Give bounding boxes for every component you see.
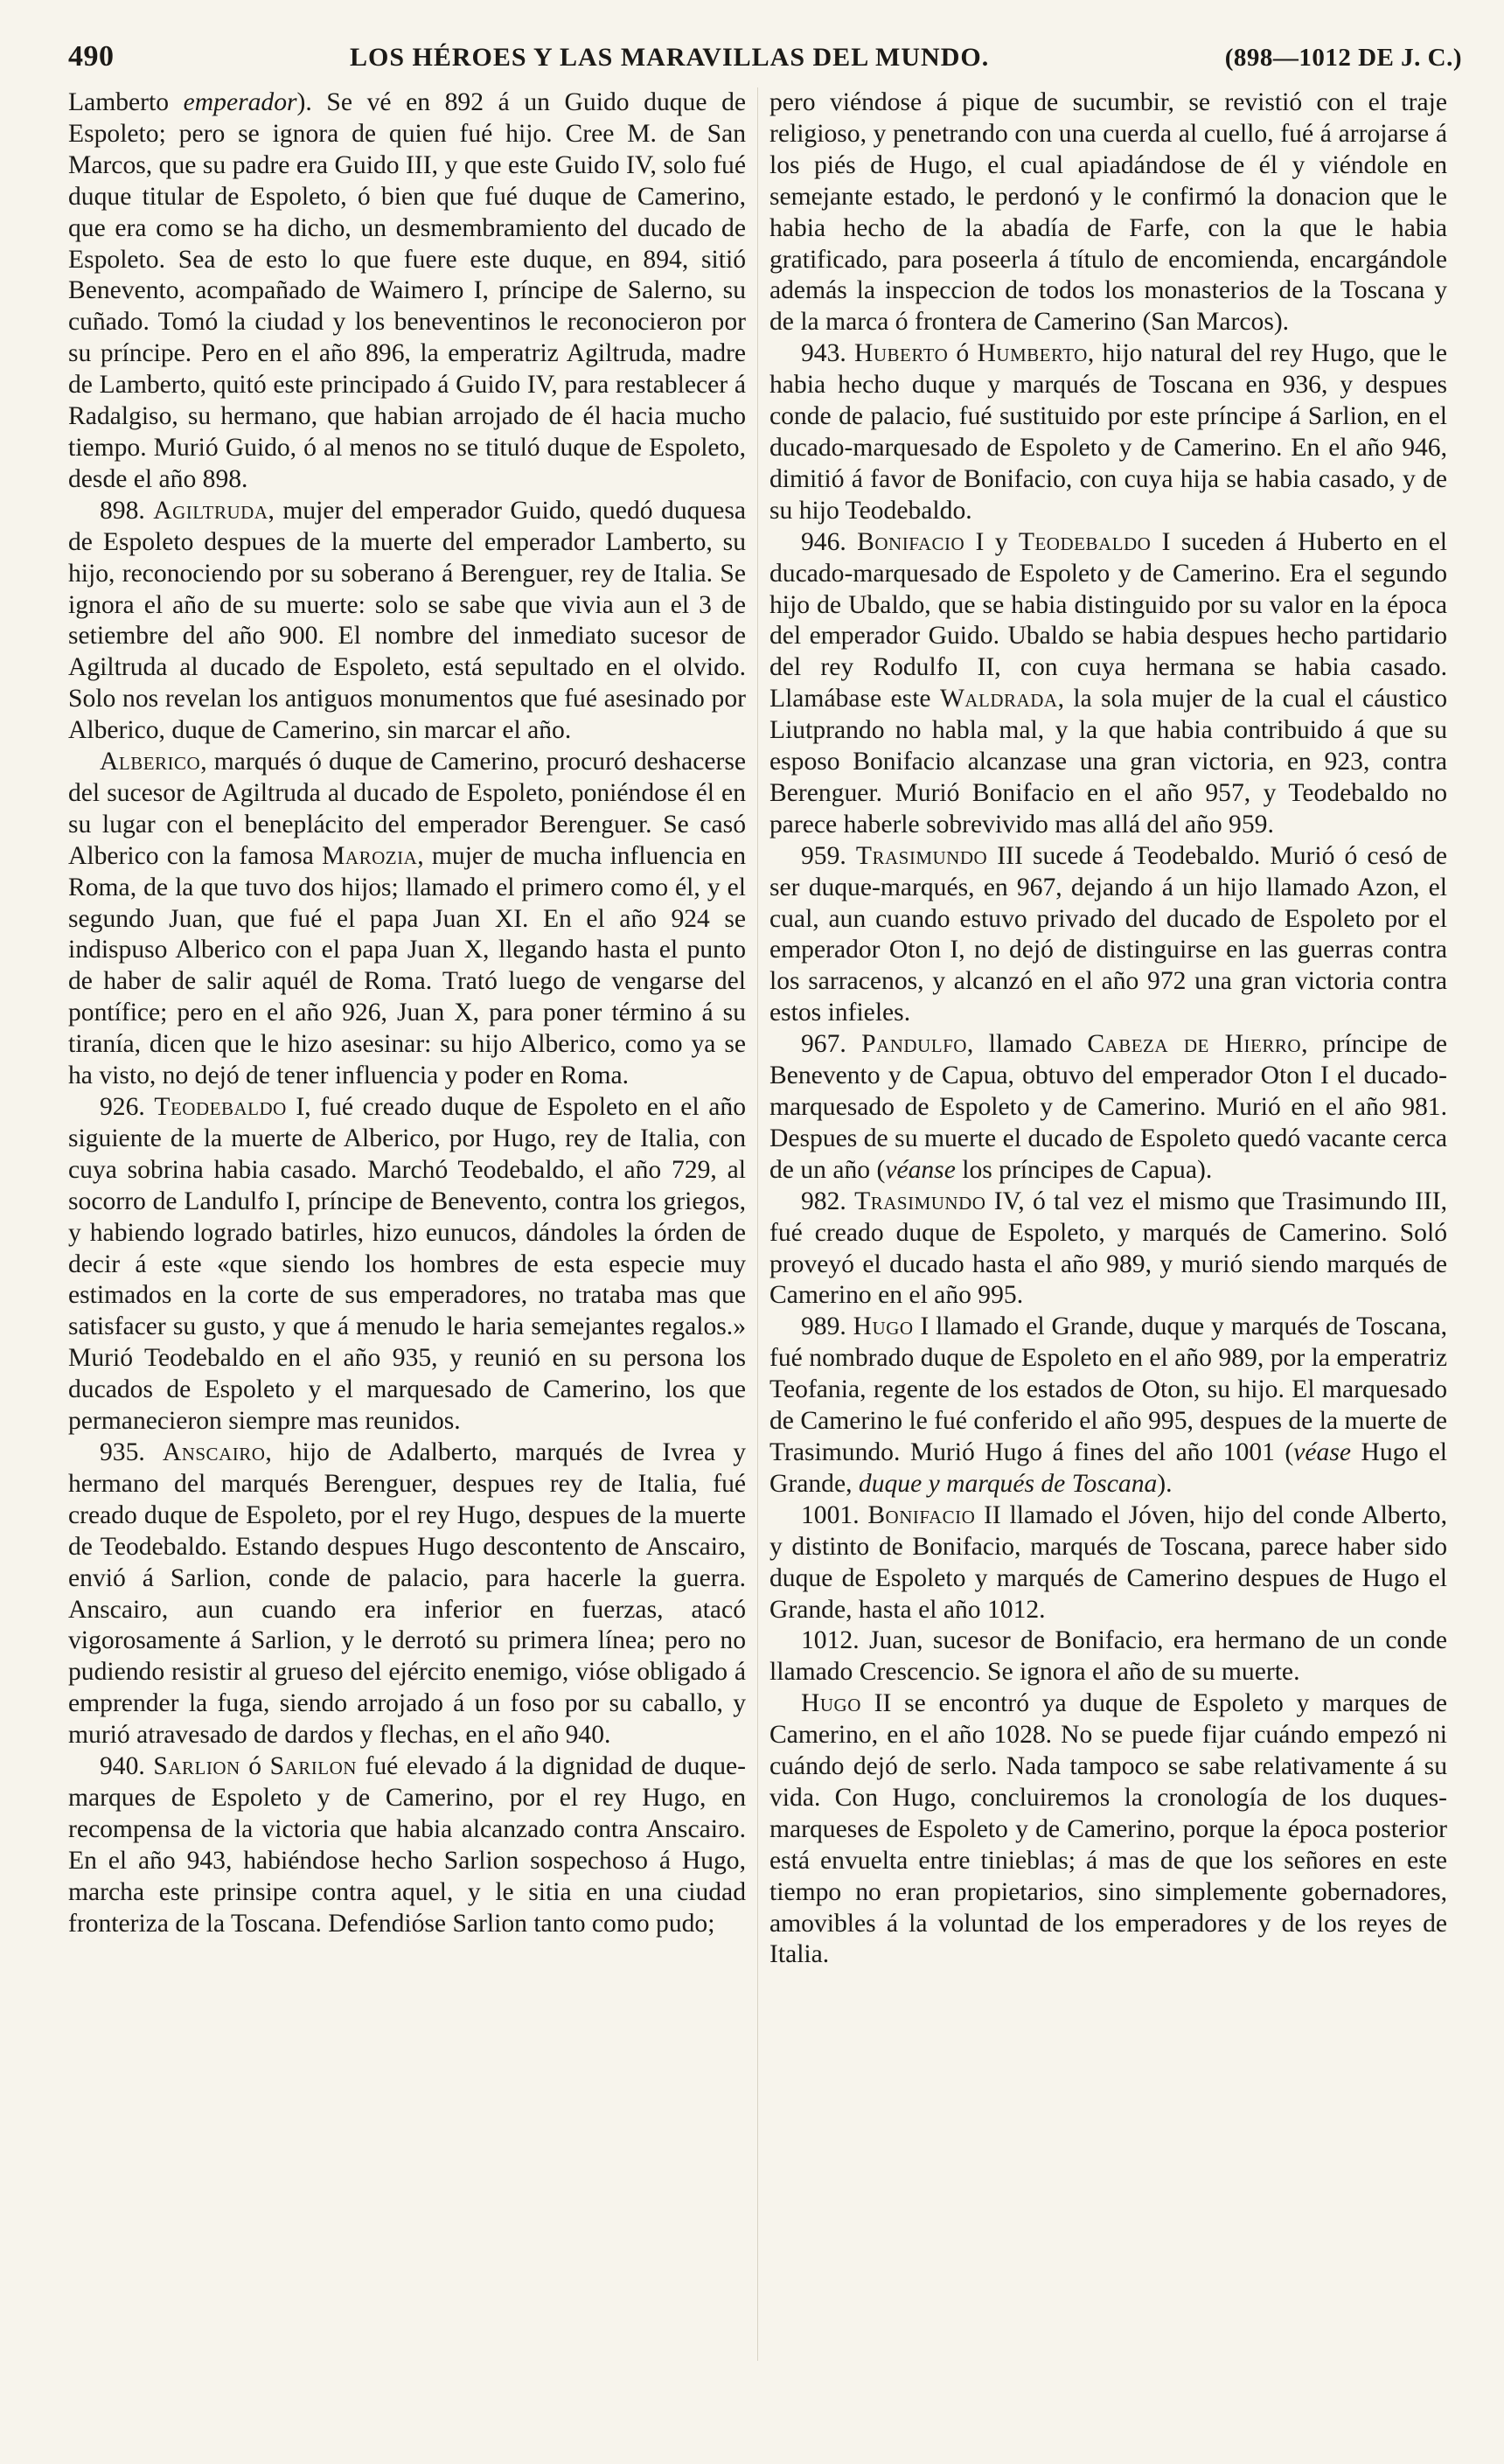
entry-name: Anscairo (162, 1437, 266, 1466)
entry-name: Hugo (801, 1689, 861, 1718)
entry-name: Teodebaldo (154, 1093, 287, 1121)
paragraph-sarlion-cont: pero viéndose á pique de sucumbir, se revistió con el traje religioso, y penetrando con una cuerda al cuello, fué á arrojarse á los piés de Hugo, el cual apiadándose de él y viéndole en semejante estado, le perdonó y le confirmó la donacion que le habia hecho de la abadía de Farfe, con la que le habia gratificado, para poseerla á título de encomienda, encargándole además la inspeccion de todos los monasterios de la Toscana y de la marca ó frontera de Camerino (San Marcos). (769, 88, 1447, 337)
entry-agiltruda: 898. Agiltruda, mujer del emperador Guido, quedó duquesa de Espoleto despues de la muerte del emperador Lamberto, su hijo, reconociendo por su soberano á Berenguer, rey de Italia. Se ignora el año de su muerte: solo se sabe que vivia aun el 3 de setiembre del año 900. El nombre del inmediato sucesor de Agiltruda al ducado de Espoleto, está sepultado en el olvido. Solo nos revelan los antiguos monumentos que fué asesinado por Alberico, duque de Camerino, sin marcar el año. (68, 496, 746, 745)
entry-huberto: 943. Huberto ó Humberto, hijo natural del rey Hugo, que le habia hecho duque y marqués de Toscana en 936, y despues conde de palacio, fué sustituido por este príncipe á Sarlion, en el ducado-marquesado de Espoleto y de Camerino. En el año 946, dimitió á favor de Bonifacio, con cuya hija se habia casado, y de su hijo Teodebaldo. (769, 339, 1448, 525)
entry-name: Alberico (100, 748, 201, 776)
entry-anscairo: 935. Anscairo, hijo de Adalberto, marqués de Ivrea y hermano del marqués Berenguer, despues rey de Italia, fué creado duque de Espoleto, por el rey Hugo, despues de la muerte de Teodebaldo. Estando despues Hugo descontento de Anscairo, envió á Sarlion, conde de palacio, para hacerle la guerra. Anscairo, aun cuando era inferior en fuerzas, atacó vigorosamente á Sarlion, y le derrotó su primera línea; pero no pudiendo resistir al grueso del ejército enemigo, vióse obligado á emprender la fuga, siendo arrojado á un foso por su caballo, y murió atravesado de dardos y flechas, en el año 940. (68, 1437, 747, 1750)
entry-juan: 1012. Juan, sucesor de Bonifacio, era hermano de un conde llamado Crescencio. Se ignora el año de su muerte. (769, 1626, 1447, 1687)
column-divider (757, 87, 758, 2361)
entry-bonifacio-i: 946. Bonifacio I y Teodebaldo I suceden á Huberto en el ducado-marquesado de Espoleto y de Camerino. Era el segundo hijo de Ubaldo, que se habia distinguido por su valor en la época del emperador Guido. Ubaldo se habia despues hecho partidario del rey Rodulfo II, con cuya hermana se habia casado. Llamábase este Waldrada, la sola mujer de la cual el cáustico Liutprando no habla mal, y la que habia contribuido á que su esposo Bonifacio alcanzase una gran victoria, en 923, contra Berenguer. Murió Bonifacio en el año 957, y Teodebaldo no parece haberle sobrevivido mas allá del año 959. (769, 527, 1447, 839)
running-title: LOS HÉROES Y LAS MARAVILLAS DEL MUNDO. (350, 43, 990, 72)
entry-hugo-i: 989. Hugo I llamado el Grande, duque y marqués de Toscana, fué nombrado duque de Espoleto en el año 989, por la emperatriz Teofania, regente de los estados de Oton, su hijo. El marquesado de Camerino le fué conferido el año 995, despues de la muerte de Trasimundo. Murió Hugo á fines del año 1001 (véase Hugo el Grande, duque y marqués de Toscana). (769, 1312, 1448, 1498)
entry-name: Pandulfo (861, 1030, 967, 1059)
entry-name: Bonifacio (857, 527, 965, 556)
entry-trasimundo-iv: 982. Trasimundo IV, ó tal vez el mismo que Trasimundo III, fué creado duque de Espoleto, y marqués de Camerino. Soló proveyó el ducado hasta el año 989, y murió siendo marqués de Camerino en el año 995. (769, 1187, 1447, 1310)
entry-name: Hugo (853, 1312, 914, 1341)
entry-trasimundo-iii: 959. Trasimundo III sucede á Teodebaldo. Murió ó cesó de ser duque-marqués, en 967, dejando á un hijo llamado Azon, el cual, aun cuando estuvo privado del ducado de Espoleto por el emperador Oton I, no dejó de distinguirse en las guerras contra los sarracenos, y alcanzó en el año 972 una gran victoria contra estos infieles. (769, 841, 1448, 1027)
page-number: 490 (68, 40, 115, 73)
entry-name: Sarlion (153, 1752, 240, 1781)
entry-name: Trasimundo (854, 1187, 986, 1215)
entry-bonifacio-ii: 1001. Bonifacio II llamado el Jóven, hijo del conde Alberto, y distinto de Bonifacio, marqués de Toscana, parece haber sido duque de Espoleto y marqués de Camerino despues de Hugo el Grande, hasta el año 1012. (769, 1500, 1447, 1624)
left-column (68, 87, 746, 2413)
date-range: (898—1012 DE J. C.) (1224, 44, 1462, 72)
entry-name: Agiltruda (153, 496, 268, 525)
entry-name: Trasimundo (855, 841, 988, 870)
entry-hugo-ii: Hugo II se encontró ya duque de Espoleto y marques de Camerino, en el año 1028. No se puede fijar cuándo empezó ni cuándo dejó de serlo. Nada tampoco se sabe relativamente á su vida. Con Hugo, concluiremos la cronología de los duques-marqueses de Espoleto y de Camerino, porque la época posterior está envuelta entre tinieblas; á mas de que los señores en este tiempo no eran propietarios, sino simplemente gobernadores, amovibles á la voluntad de los emperadores y de los reyes de Italia. (769, 1689, 1447, 1969)
entry-name: Bonifacio (867, 1500, 976, 1529)
entry-alberico: Alberico, marqués ó duque de Camerino, procuró deshacerse del sucesor de Agiltruda al ducado de Espoleto, poniéndose él en su lugar con el beneplácito del emperador Berenguer. Se casó Alberico con la famosa Marozia, mujer de mucha influencia en Roma, de la que tuvo dos hijos; llamado el primero como él, y el segundo Juan, que fué el papa Juan XI. En el año 924 se indispuso Alberico con el papa Juan X, llegando hasta el punto de haber de salir aquél de Roma. Trató luego de vengarse del pontífice; pero en el año 926, Juan X, para poner término á su tiranía, dicen que le hizo asesinar: su hijo Alberico, como ya se ha visto, no dejó de tener influencia y poder en Roma. (68, 748, 746, 1090)
running-header (68, 40, 1462, 80)
entry-teodebaldo: 926. Teodebaldo I, fué creado duque de Espoleto en el año siguiente de la muerte de Alberico, por Hugo, rey de Italia, con cuya sobrina habia casado. Marchó Teodebaldo, el año 729, al socorro de Landulfo I, príncipe de Benevento, contra los griegos, y habiendo logrado batirles, hizo eunucos, dándoles la órden de decir á este «que siendo los hombres de esta especie muy estimados en la corte de sus emperadores, no trataba mas que satisfacer su gusto, y que á menudo le haria semejantes regalos.» Murió Teodebaldo en el año 935, y reunió en su persona los ducados de Espoleto y el marquesado de Camerino, los que permanecieron siempre mas reunidos. (68, 1093, 746, 1436)
paragraph-lamberto: Lamberto emperador). Se vé en 892 á un Guido duque de Espoleto; pero se ignora de quien fué hijo. Cree M. de San Marcos, que su padre era Guido III, y que este Guido IV, solo fué duque titular de Espoleto, ó bien que fué duque de Camerino, que era como se ha dicho, un desmembramiento del ducado de Espoleto. Sea de esto lo que fuere este duque, en 894, sitió Benevento, acompañado de Waimero I, príncipe de Salerno, su cuñado. Tomó la ciudad y los beneventinos le reconocieron por su príncipe. Pero en el año 896, la emperatriz Agiltruda, madre de Lamberto, quitó este principado á Guido IV, para restablecer á Radalgiso, su hermano, que habian arrojado de él hacia mucho tiempo. Murió Guido, ó al menos no se tituló duque de Espoleto, desde el año 898. (68, 88, 746, 493)
right-column (769, 87, 1447, 2413)
entry-name: Huberto (854, 339, 949, 368)
entry-sarlion: 940. Sarlion ó Sarilon fué elevado á la dignidad de duque-marques de Espoleto y de Camerino, por el rey Hugo, en recompensa de la victoria que habia alcanzado contra Anscairo. En el año 943, habiéndose hecho Sarlion sospechoso á Hugo, marcha este prinsipe contra aquel, y le sitia en una ciudad fronteriza de la Toscana. Defendióse Sarlion tanto como pudo; (68, 1752, 746, 1938)
entry-pandulfo: 967. Pandulfo, llamado Cabeza de Hierro, príncipe de Benevento y de Capua, obtuvo del emperador Oton I el ducado-marquesado de Espoleto y de Camerino. Murió en el año 981. Despues de su muerte el ducado de Espoleto quedó vacante cerca de un año (véanse los príncipes de Capua). (769, 1030, 1448, 1184)
